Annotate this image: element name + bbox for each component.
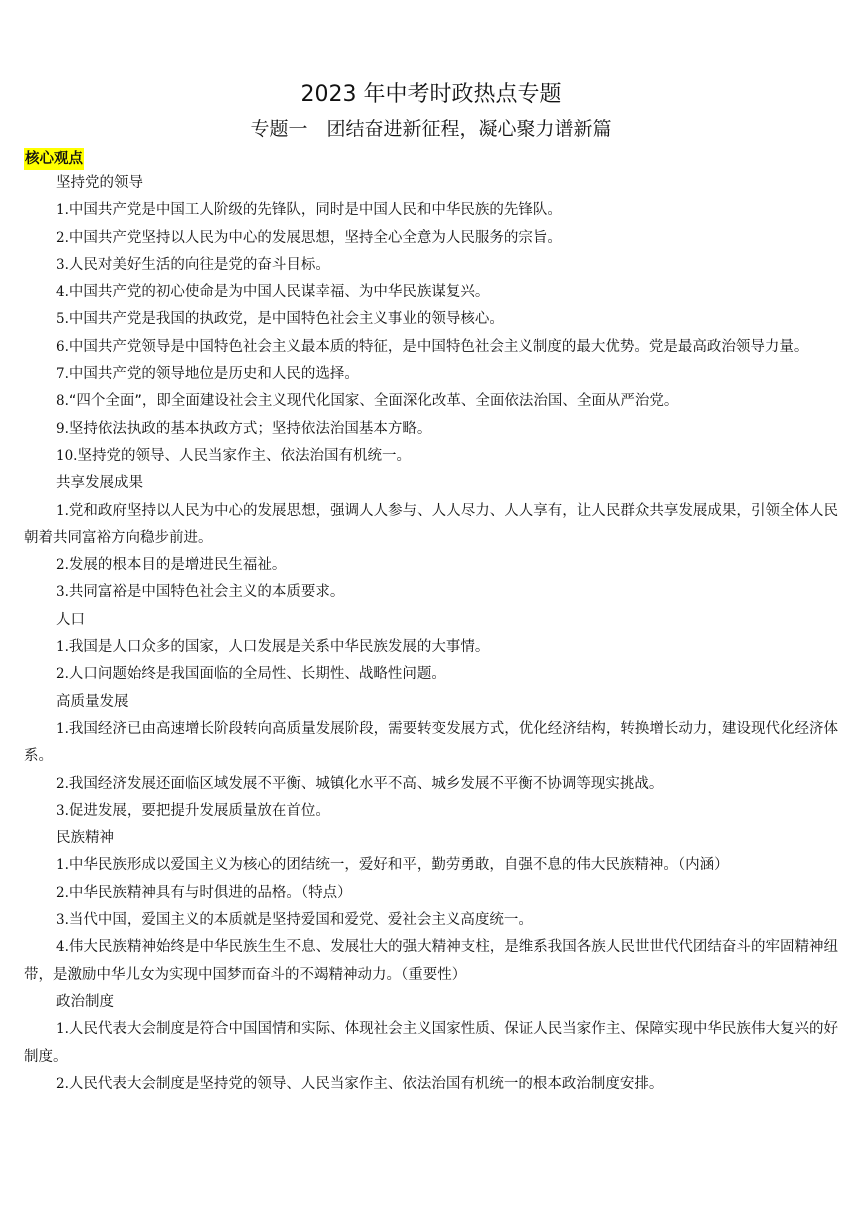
item-number: 2. (56, 775, 69, 792)
item-number: 4. (56, 939, 69, 956)
item-number: 2. (56, 557, 69, 574)
list-item (24, 716, 838, 771)
item-number: 1. (56, 202, 69, 219)
item-text: 坚持依法执政的基本执政方式；坚持依法治国基本方略。 (68, 420, 432, 437)
list-item (24, 579, 838, 606)
list-item (24, 880, 838, 907)
list-item (24, 552, 838, 579)
item-text: 中华民族精神具有与时俱进的品格。（特点） (68, 884, 352, 901)
list-item (24, 852, 838, 879)
item-text: 中国共产党的初心使命是为中国人民谋幸福、为中华民族谋复兴。 (68, 284, 490, 301)
item-number: 1. (56, 639, 69, 656)
list-item (24, 634, 838, 661)
item-number: 8. (56, 393, 69, 410)
list-item (24, 1071, 838, 1098)
list-item (24, 771, 838, 798)
item-number: 1. (56, 502, 69, 519)
item-text: 我国经济发展还面临区域发展不平衡、城镇化水平不高、城乡发展不平衡不协调等现实挑战。 (68, 775, 664, 792)
list-item (24, 934, 838, 989)
item-text: 中国共产党坚持以人民为中心的发展思想，坚持全心全意为人民服务的宗旨。 (68, 229, 562, 246)
item-text: 我国是人口众多的国家，人口发展是关系中华民族发展的大事情。 (68, 639, 490, 656)
section-heading: 政治制度 (56, 993, 114, 1010)
item-text: 发展的根本目的是增进民生福祉。 (68, 557, 287, 574)
item-text: 共同富裕是中国特色社会主义的本质要求。 (68, 584, 345, 601)
section-heading: 民族精神 (56, 830, 114, 847)
item-text: “四个全面”，即全面建设社会主义现代化国家、全面深化改革、全面依法治国、全面从严治党。 (68, 393, 679, 410)
item-text: 人民代表大会制度是符合中国国情和实际、体现社会主义国家性质、保证人民当家作主、保障实现中华民族伟大复兴的好制度。 (24, 1021, 838, 1065)
list-item (24, 498, 838, 553)
item-number: 10. (56, 447, 78, 464)
item-number: 1. (56, 1021, 69, 1038)
item-number: 2. (56, 884, 69, 901)
list-item (24, 197, 838, 224)
item-text: 伟大民族精神始终是中华民族生生不息、发展壮大的强大精神支柱，是维系我国各族人民世世代代团结奋斗的牢固精神纽带，是激励中华儿女为实现中国梦而奋斗的不竭精神动力。（重要性） (24, 939, 838, 983)
document-title: 2023 年中考时政热点专题 (300, 82, 562, 107)
list-item (24, 661, 838, 688)
list-item (24, 388, 838, 415)
list-item (24, 416, 838, 443)
section-heading: 人口 (56, 611, 85, 628)
item-number: 3. (56, 256, 69, 273)
item-text: 促进发展，要把提升发展质量放在首位。 (68, 802, 330, 819)
item-number: 9. (56, 420, 69, 437)
section-heading: 高质量发展 (56, 693, 129, 710)
list-item (24, 443, 838, 470)
item-text: 中国共产党是我国的执政党，是中国特色社会主义事业的领导核心。 (68, 311, 504, 328)
list-item (24, 361, 838, 388)
list-item (24, 334, 838, 361)
list-item (24, 252, 838, 279)
item-text: 当代中国，爱国主义的本质就是坚持爱国和爱党、爱社会主义高度统一。 (68, 912, 533, 929)
list-item (24, 1016, 838, 1071)
item-text: 人口问题始终是我国面临的全局性、长期性、战略性问题。 (68, 666, 446, 683)
item-number: 3. (56, 584, 69, 601)
item-number: 2. (56, 1075, 69, 1092)
list-item (24, 798, 838, 825)
item-number: 3. (56, 912, 69, 929)
item-text: 中国共产党是中国工人阶级的先锋队，同时是中国人民和中华民族的先锋队。 (68, 202, 562, 219)
item-number: 2. (56, 666, 69, 683)
document-body (24, 170, 838, 1098)
section-heading: 共享发展成果 (56, 475, 143, 492)
document-page (24, 78, 838, 1098)
item-number: 5. (56, 311, 69, 328)
item-number: 1. (56, 720, 69, 737)
item-text: 党和政府坚持以人民为中心的发展思想，强调人人参与、人人尽力、人人享有，让人民群众共享发展成果，引领全体人民朝着共同富裕方向稳步前进。 (24, 502, 838, 546)
item-text: 中国共产党领导是中国特色社会主义最本质的特征，是中国特色社会主义制度的最大优势。党是最高政治领导力量。 (68, 338, 809, 355)
item-text: 中华民族形成以爱国主义为核心的团结统一，爱好和平，勤劳勇敢，自强不息的伟大民族精神。（内涵） (68, 857, 729, 874)
core-viewpoint-label: 核心观点 (24, 148, 84, 170)
item-number: 7. (56, 366, 69, 383)
list-item (24, 225, 838, 252)
item-number: 2. (56, 229, 69, 246)
section-heading: 坚持党的领导 (56, 175, 143, 191)
list-item (24, 907, 838, 934)
list-item (24, 306, 838, 333)
item-text: 中国共产党的领导地位是历史和人民的选择。 (68, 366, 359, 383)
document-subtitle: 专题一 团结奋进新征程，凝心聚力谱新篇 (250, 118, 612, 140)
item-text: 人民对美好生活的向往是党的奋斗目标。 (68, 256, 330, 273)
item-text: 坚持党的领导、人民当家作主、依法治国有机统一。 (77, 447, 411, 464)
item-number: 1. (56, 857, 69, 874)
item-text: 我国经济已由高速增长阶段转向高质量发展阶段，需要转变发展方式，优化经济结构，转换增长动力，建设现代化经济体系。 (24, 720, 838, 765)
item-number: 3. (56, 802, 69, 819)
list-item (24, 279, 838, 306)
item-text: 人民代表大会制度是坚持党的领导、人民当家作主、依法治国有机统一的根本政治制度安排。 (68, 1075, 664, 1092)
item-number: 6. (56, 338, 69, 355)
item-number: 4. (56, 284, 69, 301)
